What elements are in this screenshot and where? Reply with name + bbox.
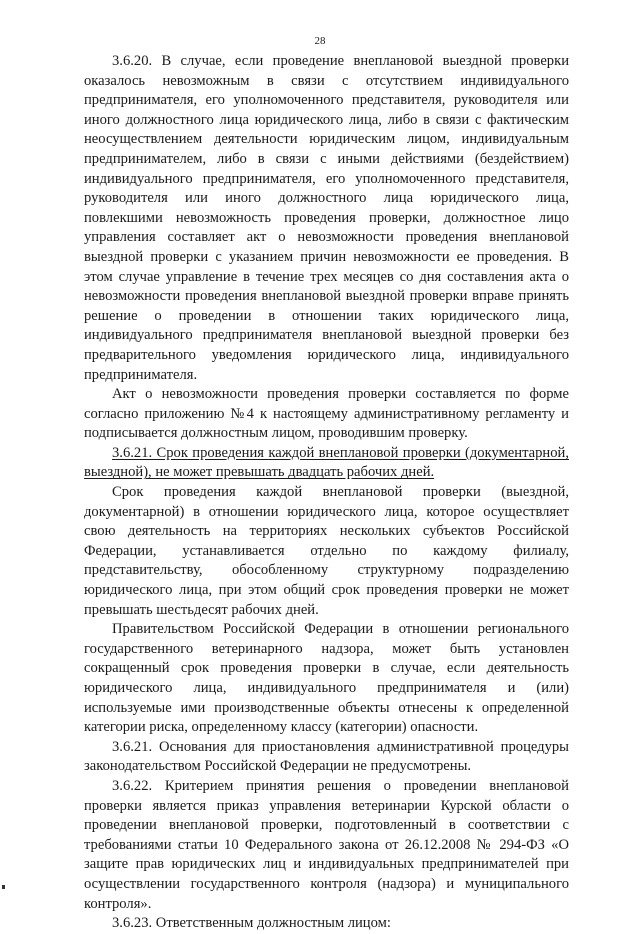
scan-mark [2, 885, 5, 889]
paragraph-3-6-21-heading: 3.6.21. Срок проведения каждой внеплановой проверки (документарной, выездной), не может превышать двадцать рабочих дней. [84, 444, 569, 481]
page-number: 28 [314, 35, 326, 47]
paragraph-3-6-21-grounds: 3.6.21. Основания для приостановления административной процедуры законодательством Российской Федерации не предусмотрены. [84, 738, 569, 775]
paragraph-government: Правительством Российской Федерации в отношении регионального государственного ветеринарного надзора, может быть установлен сокращенный срок проведения проверки в случае, если деятельность юридического лица, индивидуального предпринимателя и (или) используемые ими производственные объекты отнесены к определенной категории риска, определенному классу (категории) опасности. [84, 621, 569, 736]
paragraph-3-6-23: 3.6.23. Ответственным должностным лицом: [112, 915, 391, 932]
paragraph-term: Срок проведения каждой внеплановой проверки (выездной, документарной) в отношении юридического лица, которое осуществляет свою деятельность на территориях нескольких субъектов Российской Федерации, устанавливается отдельно по каждому филиалу, представительству, обособленному структурному подразделению юридического лица, при этом общий срок проведения проверки не может превышать шестьдесят рабочих дней. [84, 484, 569, 618]
document-body [84, 52, 569, 934]
paragraph-3-6-22: 3.6.22. Критерием принятия решения о проведении внеплановой проверки является приказ управления ветеринарии Курской области о проведении внеплановой проверки, подготовленный в соответствии с требованиями статьи 10 Федерального закона от 26.12.2008 № 294-ФЗ «О защите прав юридических лиц и индивидуальных предпринимателей при осуществлении государственного контроля (надзора) и муниципального контроля». [84, 777, 569, 912]
paragraph-3-6-20: 3.6.20. В случае, если проведение внеплановой выездной проверки оказалось невозможным в связи с отсутствием индивидуального предпринимателя, его уполномоченного представителя, руководителя или иного должностного лица юридического лица, либо в связи с фактическим неосуществлением деятельности юридическим лицом, индивидуальным предпринимателем, либо в связи с иными действиями (бездействием) индивидуального предпринимателя, его уполномоченного представителя, руководителя или иного должностного лица юридического лица, повлекшими невозможность проведения проверки, должностное лицо управления составляет акт о невозможности проведения внеплановой выездной проверки с указанием причин невозможности ее проведения. В этом случае управление в течение трех месяцев со дня составления акта о невозможности проведения внеплановой выездной проверки вправе принять решение о проведении в отношении таких юридического лица, индивидуального предпринимателя внеплановой выездной проверки без предварительного уведомления юридического лица, индивидуального предпринимателя. [84, 53, 569, 383]
paragraph-act-form: Акт о невозможности проведения проверки составляется по форме согласно приложению №4 к настоящему административному регламенту и подписывается должностным лицом, проводившим проверку. [84, 386, 569, 442]
